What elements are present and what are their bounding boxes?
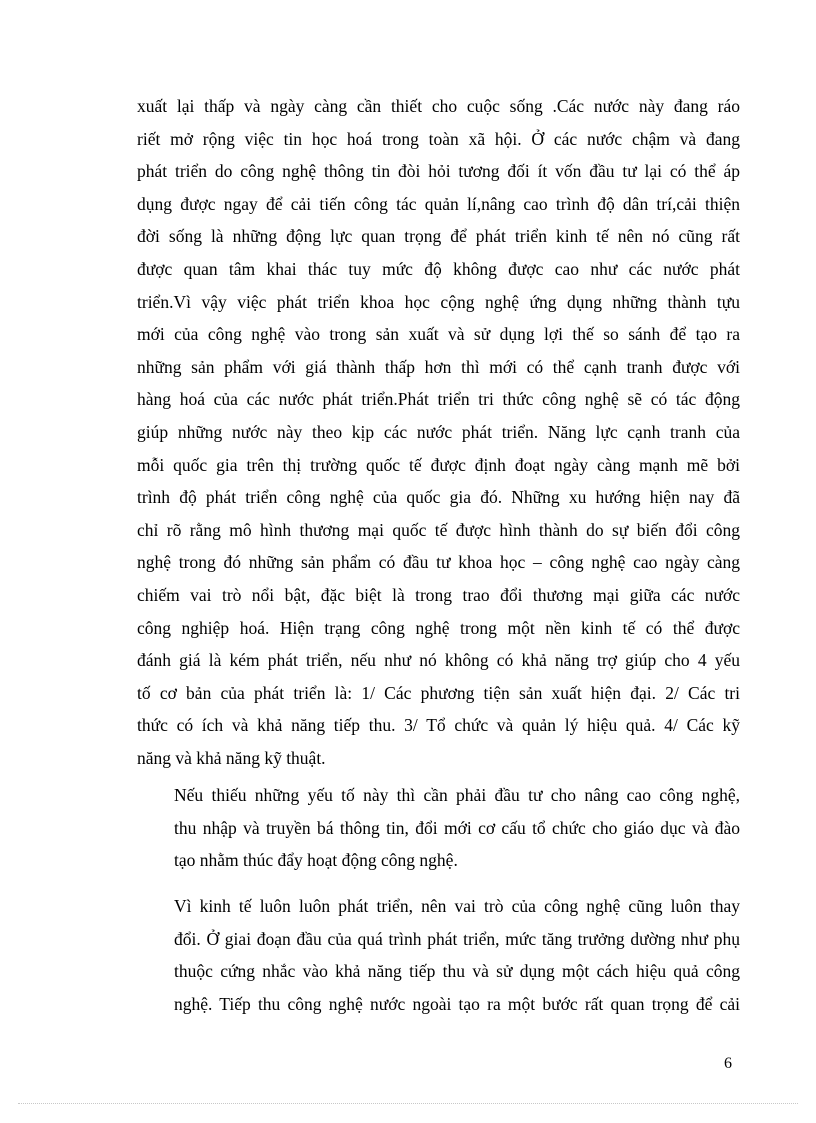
text-line: triển.Vì vậy việc phát triển khoa học cộng nghệ ứng dụng những thành tựu [137,291,740,312]
text-line: đời sống là những động lực quan trọng để phát triển kinh tế nên nó cũng rất [137,226,740,247]
text-line: thu nhập và truyền bá thông tin, đổi mới cơ cấu tổ chức cho giáo dục và đào [174,817,740,838]
text-line: phát triển do công nghệ thông tin đòi hỏi tương đối ít vốn đầu tư lại có thể áp [137,161,740,182]
text-line: tố cơ bản của phát triển là: 1/ Các phương tiện sản xuất hiện đại. 2/ Các tri [137,682,740,703]
text-line: riết mở rộng việc tin học hoá trong toàn xã hội. Ở các nước chậm và đang [137,128,740,149]
text-line: tạo nhằm thúc đẩy hoạt động công nghệ. [174,850,458,871]
footer-divider [18,1103,798,1104]
text-line: xuất lại thấp và ngày càng cần thiết cho cuộc sống .Các nước này đang ráo [137,96,740,116]
paragraph-1 [137,90,740,774]
text-line: nghệ. Tiếp thu công nghệ nước ngoài tạo ra một bước rất quan trọng để cải [174,993,740,1014]
text-line: thuộc cứng nhắc vào khả năng tiếp thu và sử dụng một cách hiệu quả công [174,961,740,982]
text-line: mới của công nghệ vào trong sản xuất và sử dụng lợi thế so sánh để tạo ra [137,324,740,345]
text-line: công nghiệp hoá. Hiện trạng công nghệ trong một nền kinh tế có thể được [137,617,740,638]
text-line: chiếm vai trò nổi bật, đặc biệt là trong trao đổi thương mại giữa các nước [137,584,740,605]
text-line: đổi. Ở giai đoạn đầu của quá trình phát triển, mức tăng trưởng dường như phụ [174,928,740,949]
text-line: Vì kinh tế luôn luôn phát triển, nên vai trò của công nghệ cũng luôn thay [174,896,740,916]
text-line: mỗi quốc gia trên thị trường quốc tế được định đoạt ngày càng mạnh mẽ bởi [137,454,740,475]
text-line: năng và khả năng kỹ thuật. [137,747,326,768]
text-line: đánh giá là kém phát triển, nếu như nó không có khả năng trợ giúp cho 4 yếu [137,650,740,671]
text-line: dụng được ngay để cải tiến công tác quản lí,nâng cao trình độ dân trí,cải thiện [137,193,740,214]
text-line: thức có ích và khả năng tiếp thu. 3/ Tổ chức và quản lý hiệu quả. 4/ Các kỹ [137,715,740,736]
paragraph-3 [137,890,740,1020]
page-number: 6 [724,1055,732,1072]
text-line: giúp những nước này theo kịp các nước phát triển. Năng lực cạnh tranh của [137,421,740,442]
text-line: những sản phẩm với giá thành thấp hơn thì mới có thể cạnh tranh được với [137,356,740,377]
text-line: được quan tâm khai thác tuy mức độ không được cao như các nước phát [137,258,740,279]
text-line: nghệ trong đó những sản phẩm có đầu tư khoa học – công nghệ cao ngày càng [137,552,740,573]
text-line: trình độ phát triển công nghệ của quốc gia đó. Những xu hướng hiện nay đã [137,487,740,508]
paragraph-2 [137,779,740,877]
text-line: chỉ rõ rằng mô hình thương mại quốc tế được hình thành do sự biến đổi công [137,519,740,540]
text-line: hàng hoá của các nước phát triển.Phát triển tri thức công nghệ sẽ có tác động [137,389,740,410]
text-line: Nếu thiếu những yếu tố này thì cần phải đầu tư cho nâng cao công nghệ, [174,785,740,805]
